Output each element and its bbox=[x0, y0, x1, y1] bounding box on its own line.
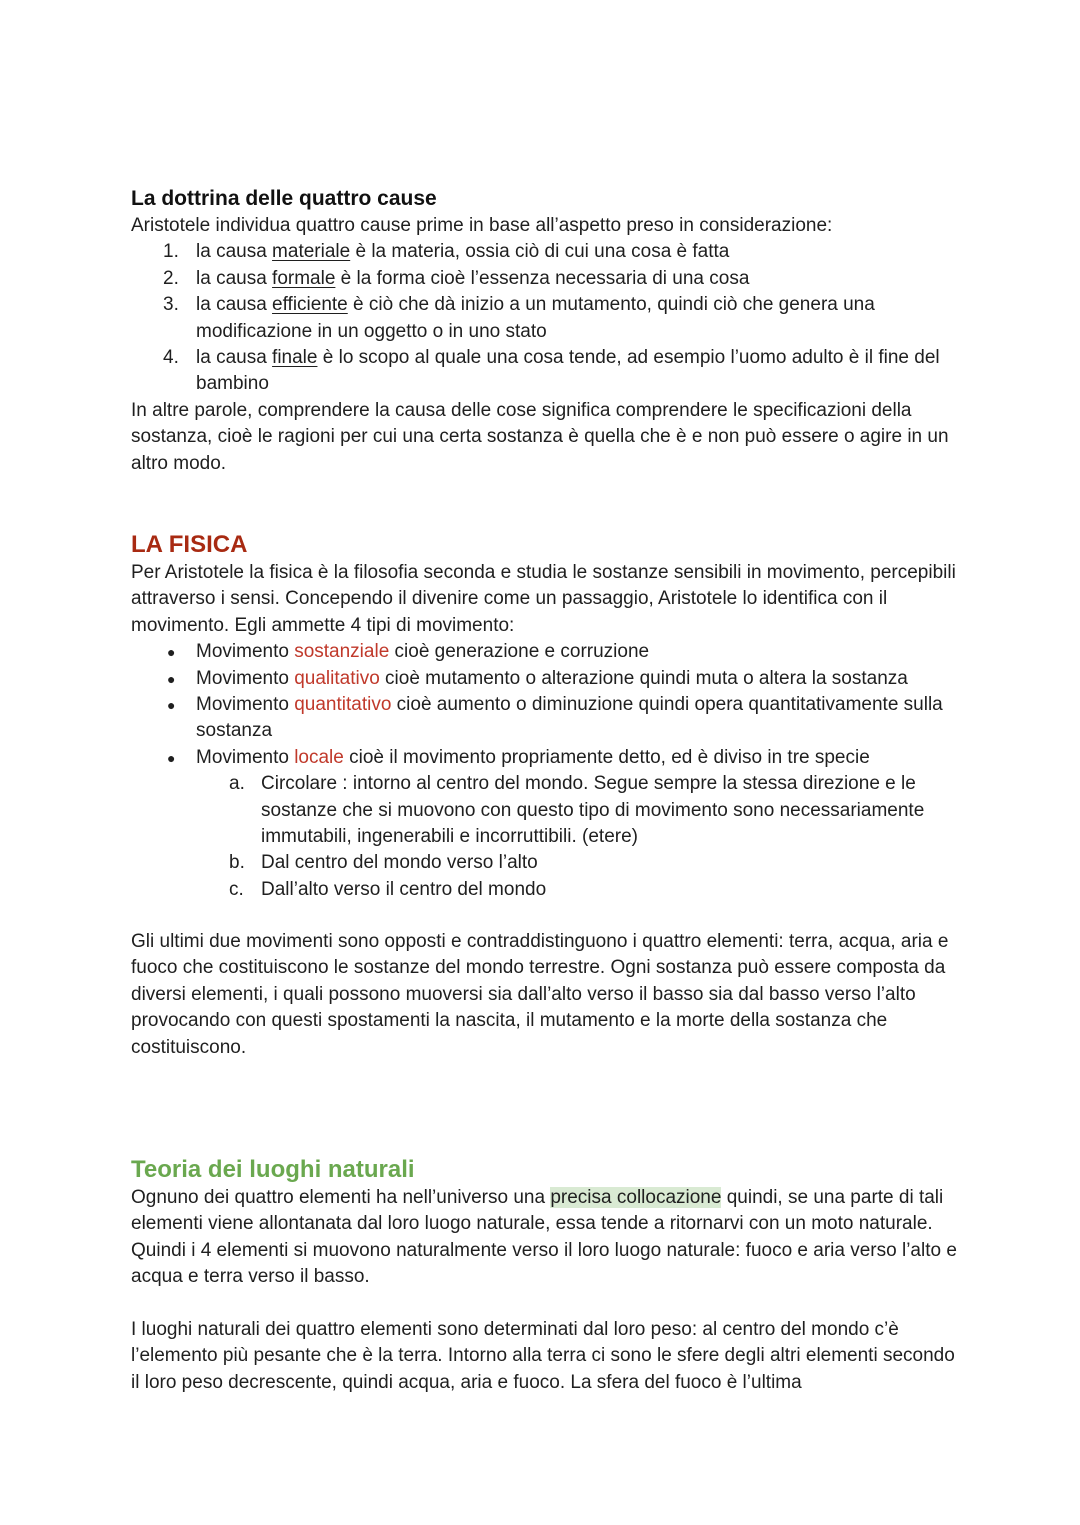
list-text: Circolare : intorno al centro del mondo. Segue sempre la stessa direzione e le sostanze che si muovono con questo tipo di movimento sono necessariamente immutabili, ingenerabili e incorruttibili. (etere) bbox=[261, 773, 925, 848]
section-fisica bbox=[131, 530, 961, 903]
list-text: cioè generazione e corruzione bbox=[389, 641, 650, 663]
section-luoghi-peso bbox=[131, 1317, 961, 1396]
list-text: la causa bbox=[196, 294, 273, 316]
sub-list-item bbox=[131, 877, 961, 903]
paragraph-luoghi-2: I luoghi naturali dei quattro elementi sono determinati dal loro peso: al centro del mondo c’è l’elemento più pesante che è la terra. Intorno alla terra ci sono le sfere degli altri elementi secondo il loro peso decrescente, quindi acqua, aria e fuoco. La sfera del fuoco è l’ultima bbox=[131, 1319, 955, 1393]
list-text: Movimento bbox=[196, 641, 295, 663]
paragraph-elementi: Gli ultimi due movimenti sono opposti e contraddistinguono i quattro elementi: terra, acqua, aria e fuoco che costituiscono le sostanze del mondo terrestre. Ogni sostanza può essere composta da diversi elementi, i quali possono muoversi sia dall’alto verso il basso sia dal basso verso l’alto provocando con questi spostamenti la nascita, il mutamento e la morte della sostanza che costituiscono. bbox=[131, 931, 949, 1058]
list-text: è lo scopo al quale una cosa tende, ad esempio l’uomo adulto è il fine del bambino bbox=[196, 347, 940, 395]
sub-list-item bbox=[131, 850, 961, 876]
list-text: la causa bbox=[196, 241, 273, 263]
list-cause bbox=[131, 239, 961, 397]
sub-list-item bbox=[131, 771, 961, 850]
list-specie bbox=[196, 771, 961, 903]
list-number: 4. bbox=[163, 347, 179, 369]
list-text: Dall’alto verso il centro del mondo bbox=[261, 878, 547, 900]
list-text: è ciò che dà inizio a un mutamento, quindi ciò che genera una modificazione in un oggetto o in uno stato bbox=[196, 294, 875, 342]
paragraph-text: Ognuno dei quattro elementi ha nell’universo una bbox=[131, 1187, 551, 1208]
list-text: cioè mutamento o alterazione quindi muta o altera la sostanza bbox=[379, 667, 908, 689]
list-text: cioè il movimento propriamente detto, ed è diviso in tre specie bbox=[343, 746, 870, 768]
list-text: Movimento bbox=[196, 667, 295, 689]
list-letter: b. bbox=[229, 852, 245, 874]
heading-luoghi-naturali: Teoria dei luoghi naturali bbox=[131, 1156, 415, 1183]
list-item bbox=[131, 239, 961, 265]
section-elementi bbox=[131, 929, 961, 1061]
term-qualitativo: qualitativo bbox=[294, 667, 380, 689]
section-quattro-cause bbox=[131, 185, 961, 477]
heading-fisica: LA FISICA bbox=[131, 531, 248, 558]
list-text: la causa bbox=[196, 267, 273, 289]
list-text: è la materia, ossia ciò di cui una cosa è fatta bbox=[350, 241, 730, 263]
term-finale: finale bbox=[272, 347, 318, 369]
list-text: cioè aumento o diminuzione quindi opera quantitativamente sulla sostanza bbox=[196, 694, 943, 742]
bullet-icon: ● bbox=[167, 749, 176, 766]
heading-quattro-cause: La dottrina delle quattro cause bbox=[131, 187, 437, 210]
list-text: Movimento bbox=[196, 746, 295, 768]
list-item bbox=[131, 745, 961, 903]
bullet-icon: ● bbox=[167, 697, 176, 714]
list-item bbox=[131, 292, 961, 345]
bullet-icon: ● bbox=[167, 644, 176, 661]
highlight-precisa-collocazione: precisa collocazione bbox=[550, 1187, 722, 1208]
list-number: 2. bbox=[163, 267, 179, 289]
term-efficiente: efficiente bbox=[272, 294, 348, 316]
list-letter: a. bbox=[229, 773, 245, 795]
list-movimenti bbox=[131, 639, 961, 903]
term-formale: formale bbox=[272, 267, 336, 289]
intro-quattro-cause: Aristotele individua quattro cause prime in base all’aspetto preso in considerazione: bbox=[131, 215, 833, 236]
list-item bbox=[131, 345, 961, 398]
list-text: Movimento bbox=[196, 694, 295, 716]
bullet-icon: ● bbox=[167, 670, 176, 687]
list-item bbox=[131, 639, 961, 665]
term-sostanziale: sostanziale bbox=[294, 641, 390, 663]
list-text: è la forma cioè l’essenza necessaria di una cosa bbox=[335, 267, 750, 289]
list-item bbox=[131, 692, 961, 745]
term-locale: locale bbox=[294, 746, 344, 768]
list-item bbox=[131, 266, 961, 292]
list-text: Dal centro del mondo verso l’alto bbox=[261, 852, 538, 874]
paragraph-luoghi-1 bbox=[131, 1185, 961, 1291]
paragraph-text: quindi, se una parte di tali elementi viene allontanata dal loro luogo naturale, essa tende a ritornarvi con un moto naturale. Quindi i 4 elementi si muovono naturalmente verso il loro luogo naturale: fuoco e aria verso l’alto e acqua e terra verso il basso. bbox=[131, 1187, 957, 1288]
section-luoghi-naturali bbox=[131, 1155, 961, 1291]
list-text: la causa bbox=[196, 347, 273, 369]
term-quantitativo: quantitativo bbox=[294, 694, 392, 716]
conclusion-quattro-cause: In altre parole, comprendere la causa delle cose significa comprendere le specificazioni della sostanza, cioè le ragioni per cui una certa sostanza è quella che è e non può essere o agire in un altro modo. bbox=[131, 399, 949, 474]
list-number: 1. bbox=[163, 241, 179, 263]
list-number: 3. bbox=[163, 294, 179, 316]
list-item bbox=[131, 666, 961, 692]
list-letter: c. bbox=[229, 878, 244, 900]
term-materiale: materiale bbox=[272, 241, 351, 263]
intro-fisica: Per Aristotele la fisica è la filosofia seconda e studia le sostanze sensibili in movimento, percepibili attraverso i sensi. Concependo il divenire come un passaggio, Aristotele lo identifica con il movimento. Egli ammette 4 tipi di movimento: bbox=[131, 562, 956, 636]
